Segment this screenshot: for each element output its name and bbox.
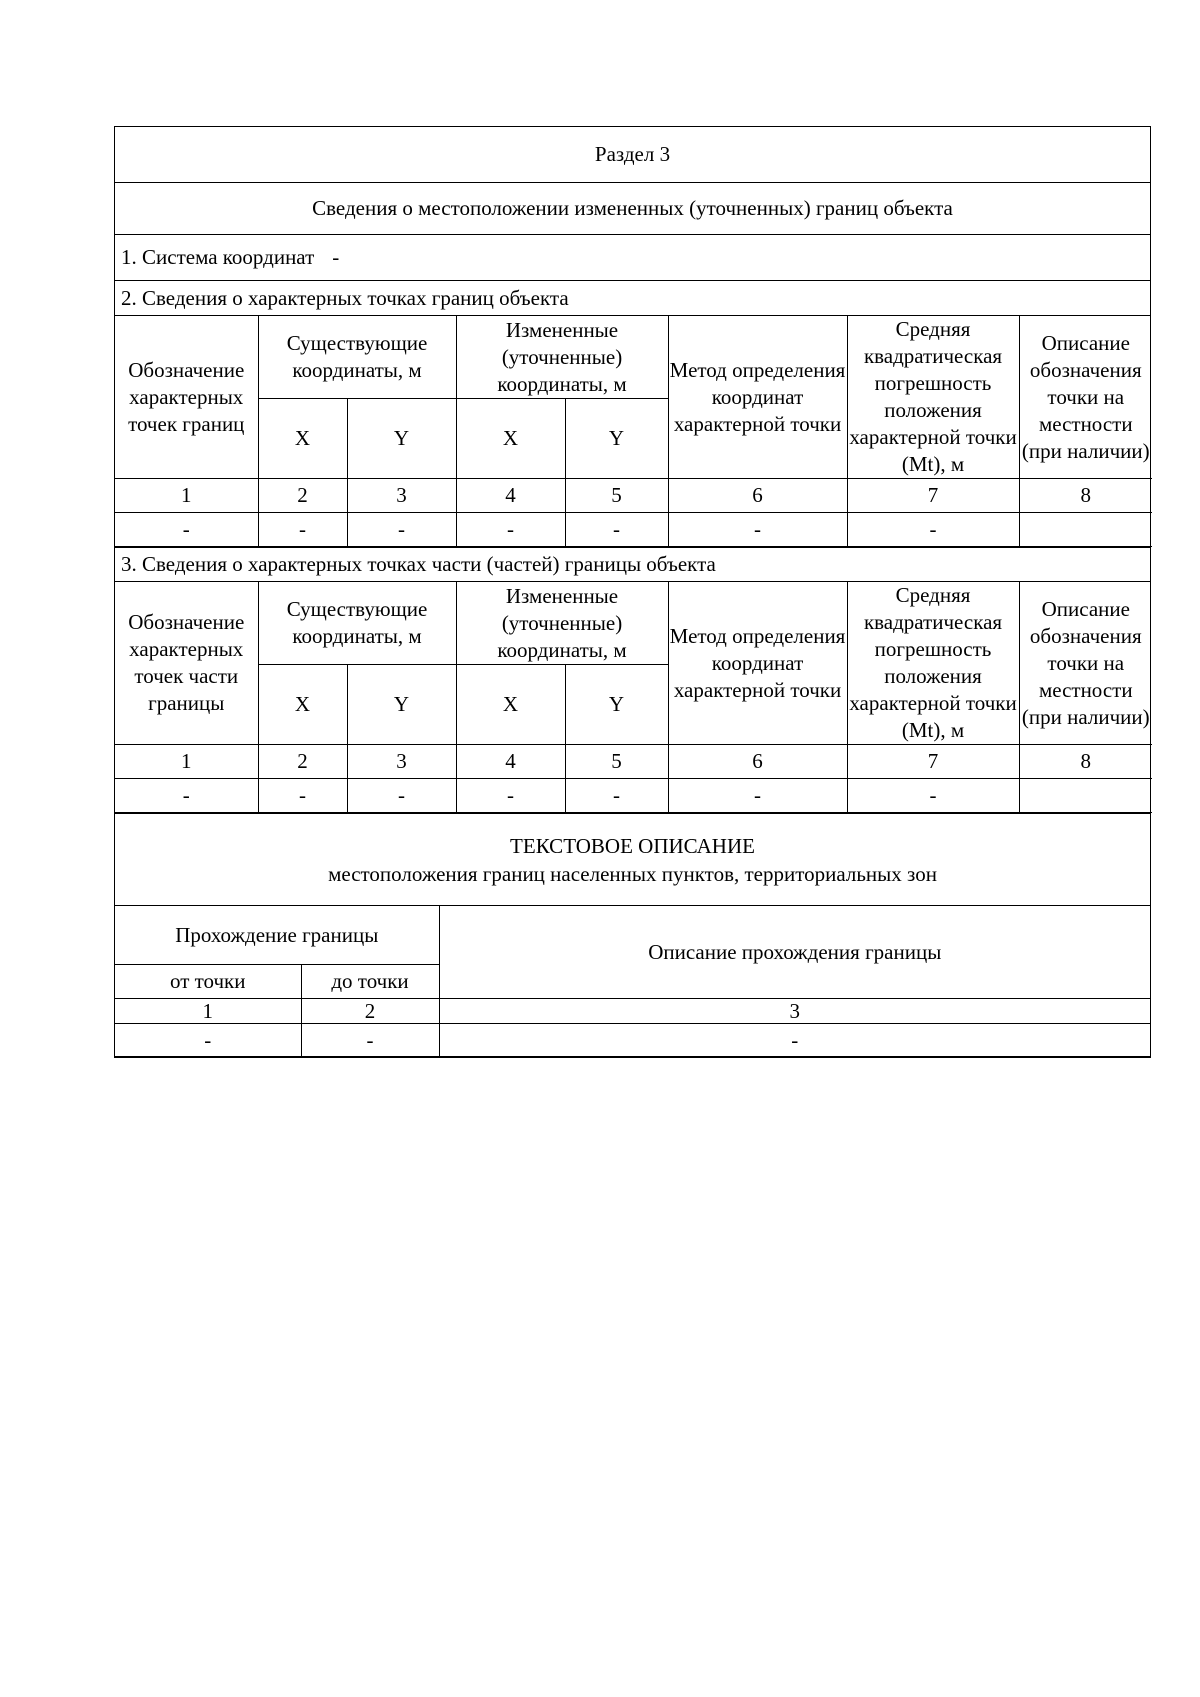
section-title: Раздел 3	[115, 127, 1150, 183]
col-existing-coordinates: Существующие координаты, м	[258, 582, 456, 665]
col-error: Средняя квадратическая погрешность положения характерной точки (Mt), м	[847, 316, 1019, 479]
column-number: 7	[847, 745, 1019, 779]
col-changed-y: Y	[565, 665, 668, 745]
table-cell: -	[347, 779, 456, 813]
col-designation: Обозначение характерных точек границ	[115, 316, 258, 479]
column-number: 1	[115, 745, 258, 779]
coordinate-system-line	[115, 235, 1150, 281]
column-number: 3	[347, 745, 456, 779]
col-existing-x: X	[258, 399, 347, 479]
part3-table-wrap	[115, 582, 1150, 814]
col-changed-coordinates: Измененные (уточненные) координаты, м	[456, 582, 668, 665]
part2-heading: 2. Сведения о характерных точках границ объекта	[115, 281, 1150, 316]
table-cell: -	[668, 513, 847, 547]
table-cell	[1019, 513, 1152, 547]
table-cell: -	[301, 1023, 439, 1056]
column-number: 6	[668, 745, 847, 779]
col-existing-y: Y	[347, 399, 456, 479]
col-from-point: от точки	[115, 964, 301, 998]
text-description-heading	[115, 814, 1150, 906]
column-number: 6	[668, 479, 847, 513]
col-changed-x: X	[456, 399, 565, 479]
column-number: 4	[456, 745, 565, 779]
table-cell: -	[115, 779, 258, 813]
table-cell: -	[847, 513, 1019, 547]
column-numbers-row	[115, 745, 1152, 779]
coordinate-system-value: -	[332, 245, 340, 269]
column-number: 5	[565, 479, 668, 513]
table-cell: -	[347, 513, 456, 547]
table-cell: -	[668, 779, 847, 813]
col-passage: Прохождение границы	[115, 906, 439, 964]
table-cell: -	[565, 513, 668, 547]
col-to-point: до точки	[301, 964, 439, 998]
col-description: Описание обозначения точки на местности (при наличии)	[1019, 582, 1152, 745]
col-existing-coordinates: Существующие координаты, м	[258, 316, 456, 399]
column-number: 2	[258, 745, 347, 779]
section-subtitle: Сведения о местоположении измененных (уточненных) границ объекта	[115, 183, 1150, 235]
col-boundary-description: Описание прохождения границы	[439, 906, 1150, 998]
text-description-subtitle: местоположения границ населенных пунктов, территориальных зон	[328, 861, 937, 886]
col-designation: Обозначение характерных точек части границы	[115, 582, 258, 745]
col-changed-x: X	[456, 665, 565, 745]
table-cell: -	[847, 779, 1019, 813]
column-number: 2	[301, 998, 439, 1023]
table-cell: -	[258, 779, 347, 813]
table-cell: -	[115, 1023, 301, 1056]
column-number: 2	[258, 479, 347, 513]
text-description-title: ТЕКСТОВОЕ ОПИСАНИЕ	[510, 833, 755, 858]
part2-table-wrap	[115, 316, 1150, 548]
section-frame	[114, 126, 1151, 1058]
column-number: 8	[1019, 479, 1152, 513]
col-error: Средняя квадратическая погрешность положения характерной точки (Mt), м	[847, 582, 1019, 745]
column-number: 8	[1019, 745, 1152, 779]
col-method: Метод определения координат характерной точки	[668, 582, 847, 745]
col-changed-y: Y	[565, 399, 668, 479]
table-cell: -	[565, 779, 668, 813]
table-cell: -	[456, 513, 565, 547]
boundary-table	[115, 906, 1150, 1057]
part2-points-table	[115, 316, 1152, 547]
table-row	[115, 513, 1152, 547]
col-existing-y: Y	[347, 665, 456, 745]
table-row	[115, 779, 1152, 813]
column-number: 3	[439, 998, 1150, 1023]
column-number: 5	[565, 745, 668, 779]
table-row	[115, 1023, 1150, 1056]
col-existing-x: X	[258, 665, 347, 745]
col-method: Метод определения координат характерной точки	[668, 316, 847, 479]
column-number: 3	[347, 479, 456, 513]
table-cell: -	[456, 779, 565, 813]
table-cell: -	[115, 513, 258, 547]
column-number: 1	[115, 479, 258, 513]
table-cell	[1019, 779, 1152, 813]
table-cell: -	[439, 1023, 1150, 1056]
boundary-table-wrap	[115, 906, 1150, 1058]
column-number: 7	[847, 479, 1019, 513]
coordinate-system-label: 1. Система координат	[121, 245, 315, 269]
col-changed-coordinates: Измененные (уточненные) координаты, м	[456, 316, 668, 399]
table-cell: -	[258, 513, 347, 547]
part3-heading: 3. Сведения о характерных точках части (частей) границы объекта	[115, 548, 1150, 582]
part3-points-table	[115, 582, 1152, 813]
column-numbers-row	[115, 998, 1150, 1023]
column-number: 4	[456, 479, 565, 513]
col-description: Описание обозначения точки на местности (при наличии)	[1019, 316, 1152, 479]
column-number: 1	[115, 998, 301, 1023]
column-numbers-row	[115, 479, 1152, 513]
document-page	[114, 126, 1151, 1058]
